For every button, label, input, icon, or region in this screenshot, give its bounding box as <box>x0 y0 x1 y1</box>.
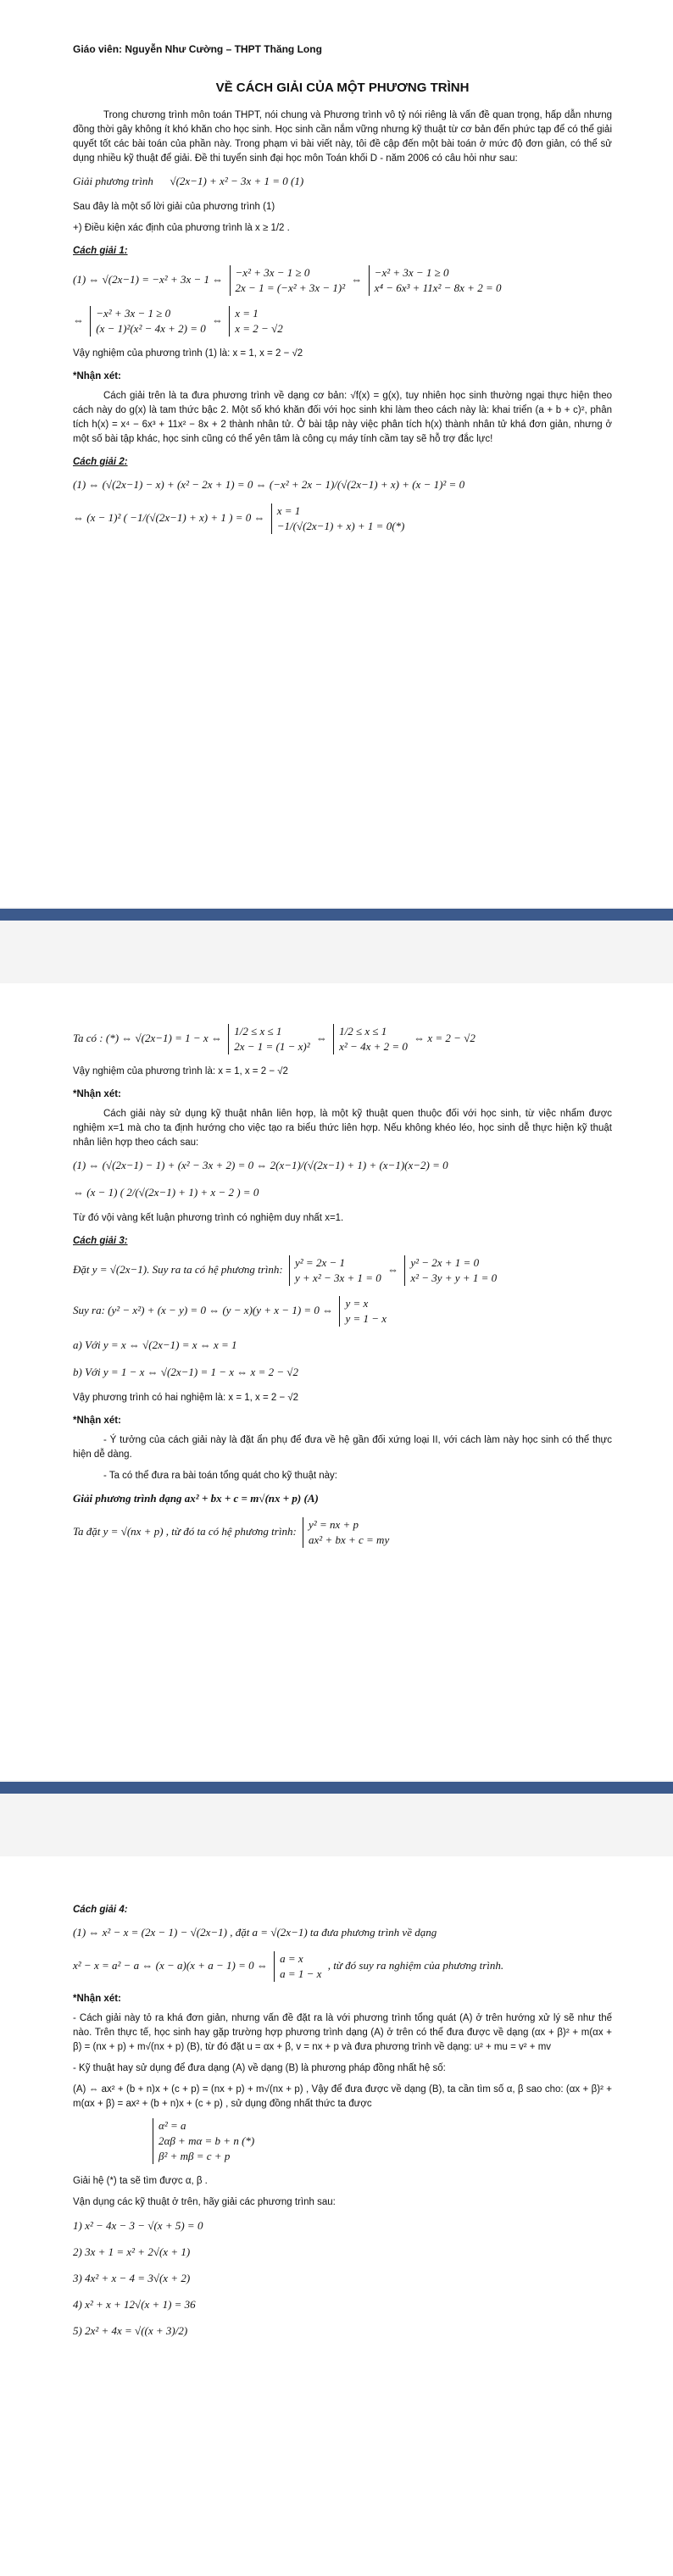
method-3-case-a: a) Với y = x ⇔ √(2x−1) = x ⇔ x = 1 <box>73 1338 237 1351</box>
exercise-item: 1) x² − 4x − 3 − √(x + 5) = 0 <box>73 2219 203 2232</box>
method-3-subtract <box>73 1296 612 1327</box>
system-line: 1/2 ≤ x ≤ 1 <box>234 1025 282 1038</box>
domain-condition: +) Điều kiện xác định của phương trình là x ≥ 1/2 . <box>73 223 290 233</box>
coefficient-system <box>153 2118 254 2164</box>
method-1-system-3 <box>90 306 206 337</box>
method-2-alt-eq-1: (1) ⇔ (√(2x−1) − 1) + (x² − 3x + 2) = 0 ⇔ 2(x−1)/(√(2x−1) + 1) + (x−1)(x−2) = 0 <box>73 1159 448 1171</box>
exercise-intro: Vận dụng các kỹ thuật ở trên, hãy giải các phương trình sau: <box>73 2197 336 2207</box>
method-2-star-eq: Ta có : (*) ⇔ √(2x−1) = 1 − x ⇔ <box>73 1031 222 1044</box>
system-line: y² = nx + p <box>309 1518 359 1531</box>
system-line: y² = 2x − 1 <box>295 1256 345 1269</box>
exercise-item: 3) 4x² + x − 4 = 3√(x + 2) <box>73 2272 191 2284</box>
method-1-conclusion: Vậy nghiệm của phương trình (1) là: x = 1, x = 2 − √2 <box>73 348 303 359</box>
page-2-content <box>73 1017 612 1558</box>
method-4-eq-1: (1) ⇔ x² − x = (2x − 1) − √(2x−1) , đặt a = √(2x−1) ta đưa phương trình về dạng <box>73 1926 437 1939</box>
page-3-content <box>73 1894 612 2350</box>
method-4-system <box>274 1951 321 1982</box>
general-substitution-text: Ta đặt y = √(nx + p) , từ đó ta có hệ phương trình: <box>73 1524 297 1538</box>
system-line: −x² + 3x − 1 ≥ 0 <box>96 307 171 320</box>
remark-heading: *Nhận xét: <box>73 1089 121 1099</box>
exercise-list <box>73 2218 612 2338</box>
method-2-heading: Cách giải 2: <box>73 457 128 467</box>
page-1-content <box>73 42 612 544</box>
system-line: 1/2 ≤ x ≤ 1 <box>339 1025 387 1038</box>
method-2-step-2 <box>73 504 612 534</box>
method-2-conclusion: Vậy nghiệm của phương trình là: x = 1, x = 2 − √2 <box>73 1066 288 1077</box>
method-1-system-2 <box>369 265 502 296</box>
page-divider-1 <box>0 909 673 921</box>
system-line: ax² + bx + c = my <box>309 1533 390 1546</box>
system-line: y² − 2x + 1 = 0 <box>410 1256 480 1269</box>
method-3-system-b <box>404 1255 497 1286</box>
method-3-heading: Cách giải 3: <box>73 1236 128 1246</box>
system-line: y = 1 − x <box>345 1312 387 1325</box>
method-4-remark-2: - Kỹ thuật hay sử dụng để đưa dạng (A) về dạng (B) là phương pháp đồng nhất hệ số: <box>73 2063 446 2073</box>
method-4-heading: Cách giải 4: <box>73 1905 128 1915</box>
system-line: 2αβ + mα = b + n (*) <box>159 2134 255 2147</box>
system-line: y + x² − 3x + 1 = 0 <box>295 1271 381 1284</box>
solutions-intro: Sau đây là một số lời giải của phương trình (1) <box>73 202 275 212</box>
exercise-item: 2) 3x + 1 = x² + 2√(x + 1) <box>73 2245 191 2258</box>
system-line: x⁴ − 6x³ + 11x² − 8x + 2 = 0 <box>374 281 502 294</box>
remark-heading: *Nhận xét: <box>73 1994 121 2004</box>
method-2-system <box>271 504 405 534</box>
method-1-system-4 <box>229 306 282 337</box>
remark-heading: *Nhận xét: <box>73 1416 121 1426</box>
method-3-system-c <box>339 1296 387 1327</box>
system-line: x = 1 <box>276 504 301 517</box>
page-divider-2 <box>0 1782 673 1794</box>
system-line: (x − 1)²(x² − 4x + 2) = 0 <box>96 322 206 335</box>
method-1-heading: Cách giải 1: <box>73 246 128 256</box>
system-line: 2x − 1 = (1 − x)² <box>234 1040 310 1053</box>
system-line: β² + mβ = c + p <box>159 2150 231 2162</box>
intro-paragraph: Trong chương trình môn toán THPT, nói chung và Phương trình vô tỷ nói riêng là vấn đề quan trọng, hấp dẫn nhưng đồng thời gây không ít khó khăn cho học sinh. Học sinh cần nắm vững nhưng kỹ thuật từ cơ bản đến phức tạp để có thể giải quyết tốt các bài toán của phần này. Trong phạm vi bài viết này, tôi đề cập đến một bài toán ở mức độ đơn giản, có thể sử dụng nhiều kỹ thuật để giải. Đề thi tuyển sinh đại học môn Toán khối D - năm 2006 có câu hỏi như sau: <box>73 110 612 164</box>
method-2-system-b <box>333 1024 408 1054</box>
method-3-system-a <box>289 1255 381 1286</box>
system-line: −x² + 3x − 1 ≥ 0 <box>235 266 310 279</box>
problem <box>73 173 612 190</box>
method-3-remark-2: - Ta có thể đưa ra bài toán tổng quát cho kỹ thuật này: <box>103 1471 337 1481</box>
remark-heading: *Nhận xét: <box>73 371 121 381</box>
method-4-solve: Giải hệ (*) ta sẽ tìm được α, β . <box>73 2176 208 2186</box>
method-4-remark-1: - Cách giải này tỏ ra khá đơn giản, nhưng vấn đề đặt ra là với phương trình tổng quát (A) ở trên hướng xử lý sẽ như thế nào. Trên thực tế, học sinh hay gặp trường hợp phương trình dạng (A) ở trên có thể đưa được về dạng (αx + β)² + m(αx + β) = (nx + p) + m√(nx + p) (B), từ đó đặt u = αx + β, v = nx + p và đưa phương trình về dạng: u² + mu = v² + mv <box>73 2013 612 2052</box>
system-line: α² = a <box>159 2119 186 2132</box>
general-problem: Giải phương trình dạng ax² + bx + c = m√(nx + p) (A) <box>73 1492 319 1505</box>
method-3-substitution: Đặt y = √(2x−1). Suy ra ta có hệ phương trình: <box>73 1262 283 1276</box>
method-4-eq-2-tail: , từ đó suy ra nghiệm của phương trình. <box>327 1958 504 1972</box>
method-2-system-a <box>228 1024 309 1054</box>
exercise-item: 5) 2x² + 4x = √((x + 3)/2) <box>73 2324 188 2337</box>
method-1-remark: Cách giải trên là ta đưa phương trình về dạng cơ bản: √f(x) = g(x), tuy nhiên học sinh thường ngại thực hiện theo cách này do g(x) là tam thức bậc 2. Một số khó khăn đối với học sinh khi làm theo cách này là: khai triển (a + b + c)², phân tích h(x) = x⁴ − 6x³ + 11x² − 8x + 2 thành nhân tử. Ở bài tập này việc phân tích h(x) thành nhân tử khá đơn giản, nhưng ở một số bài tập khác, học sinh cũng có thể yên tâm là công cụ máy tính cầm tay sẽ hỗ trợ đắc lực! <box>73 391 612 444</box>
method-3-remark-1: - Ý tưởng của cách giải này là đặt ẩn phụ để đưa về hệ gần đối xứng loại II, với cách làm này học sinh có thể thực hiện dễ dàng. <box>73 1435 612 1460</box>
header: Giáo viên: Nguyễn Như Cường – THPT Thăng Long <box>73 43 322 55</box>
method-2-star: Ta có : (*) ⇔ √(2x−1) = 1 − x ⇔ 1/2 ≤ x ≤ 1 2x − 1 = (1 − x)² ⇔ 1/2 ≤ x ≤ 1 x² − 4x + 2 = 0 ⇔ x = 2 − √2 <box>73 1025 476 1053</box>
method-4-step-2 <box>73 1951 612 1982</box>
method-3-case-b: b) Với y = 1 − x ⇔ √(2x−1) = 1 − x ⇔ x = 2 − √2 <box>73 1366 299 1378</box>
method-3-conclusion: Vậy phương trình có hai nghiệm là: x = 1, x = 2 − √2 <box>73 1393 299 1403</box>
method-2-eq-2: ⇔ (x − 1)² ( −1/(√(2x−1) + x) + 1 ) = 0 ⇔ <box>73 510 265 524</box>
method-2-remark: Cách giải này sử dụng kỹ thuật nhân liên hợp, là một kỹ thuật quen thuộc đối với học sinh, từ việc nhẩm được nghiệm x=1 mà cho ta định hướng cho việc tạo ra biểu thức liên hợp. Nếu không khéo léo, học sinh dễ thực hiện kỹ thuật nhân liên hợp theo cách sau: <box>73 1109 612 1148</box>
method-3-subtract-eq: Suy ra: (y² − x²) + (x − y) = 0 ⇔ (y − x)(y + x − 1) = 0 ⇔ <box>73 1303 334 1316</box>
method-1-system-1 <box>230 265 346 296</box>
method-2-eq-1: (1) ⇔ (√(2x−1) − x) + (x² − 2x + 1) = 0 ⇔ (−x² + 2x − 1)/(√(2x−1) + x) + (x − 1)² = 0 <box>73 478 465 491</box>
method-1-step-1: (1) ⇔ √(2x−1) = −x² + 3x − 1 ⇔ −x² + 3x − 1 ≥ 0 2x − 1 = (−x² + 3x − 1)² ⇔ −x² + 3x − 1 ≥ 0 x⁴ − 6x³ + 11x² − 8x + 2 = 0 <box>73 266 502 294</box>
general-substitution <box>73 1517 612 1548</box>
method-2-alt-conclusion: Từ đó vội vàng kết luận phương trình có nghiệm duy nhất x=1. <box>73 1213 344 1223</box>
system-line: 2x − 1 = (−x² + 3x − 1)² <box>235 281 346 294</box>
method-4-remark-3: (A) ⇔ ax² + (b + n)x + (c + p) = (nx + p) + m√(nx + p) , Vậy để đưa được về dạng (B), ta cần tìm số α, β sao cho: (αx + β)² + m(αx + β) = ax² + (b + n)x + (c + p) , sử dụng đồng nhất thức ta được <box>73 2084 612 2109</box>
problem-label: Giải phương trình <box>73 175 153 187</box>
exercise-item: 4) x² + x + 12√(x + 1) = 36 <box>73 2298 196 2311</box>
system-line: a = x <box>280 1952 303 1965</box>
system-line: x² − 3y + y + 1 = 0 <box>410 1271 498 1284</box>
method-1-step-2: ⇔ −x² + 3x − 1 ≥ 0 (x − 1)²(x² − 4x + 2) = 0 ⇔ x = 1 x = 2 − √2 <box>73 307 283 335</box>
system-line: y = x <box>345 1297 369 1310</box>
system-line: a = 1 − x <box>280 1967 322 1980</box>
method-1-eq: (1) ⇔ √(2x−1) = −x² + 3x − 1 ⇔ <box>73 272 224 286</box>
system-line: −x² + 3x − 1 ≥ 0 <box>374 266 449 279</box>
method-2-result: ⇔ x = 2 − √2 <box>414 1031 476 1044</box>
method-2-alt-eq-2: ⇔ (x − 1) ( 2/(√(2x−1) + 1) + x − 2 ) = 0 <box>73 1186 259 1199</box>
method-3-setup: Đặt y = √(2x−1). Suy ra ta có hệ phương trình: y² = 2x − 1 y + x² − 3x + 1 = 0 ⇔ y² − 2x + 1 = 0 x² − 3y + y + 1 = 0 <box>73 1256 498 1284</box>
general-system <box>303 1517 389 1548</box>
method-4-coefficient-system <box>73 2118 612 2164</box>
problem-equation: √(2x−1) + x² − 3x + 1 = 0 (1) <box>170 175 304 187</box>
method-4-eq-2: x² − x = a² − a ⇔ (x − a)(x + a − 1) = 0 ⇔ <box>73 1958 268 1972</box>
system-line: x = 1 <box>235 307 259 320</box>
system-line: −1/(√(2x−1) + x) + 1 = 0(*) <box>276 520 405 532</box>
system-line: x² − 4x + 2 = 0 <box>339 1040 408 1053</box>
system-line: x = 2 − √2 <box>235 322 283 335</box>
page-title: VỀ CÁCH GIẢI CỦA MỘT PHƯƠNG TRÌNH <box>215 81 470 95</box>
